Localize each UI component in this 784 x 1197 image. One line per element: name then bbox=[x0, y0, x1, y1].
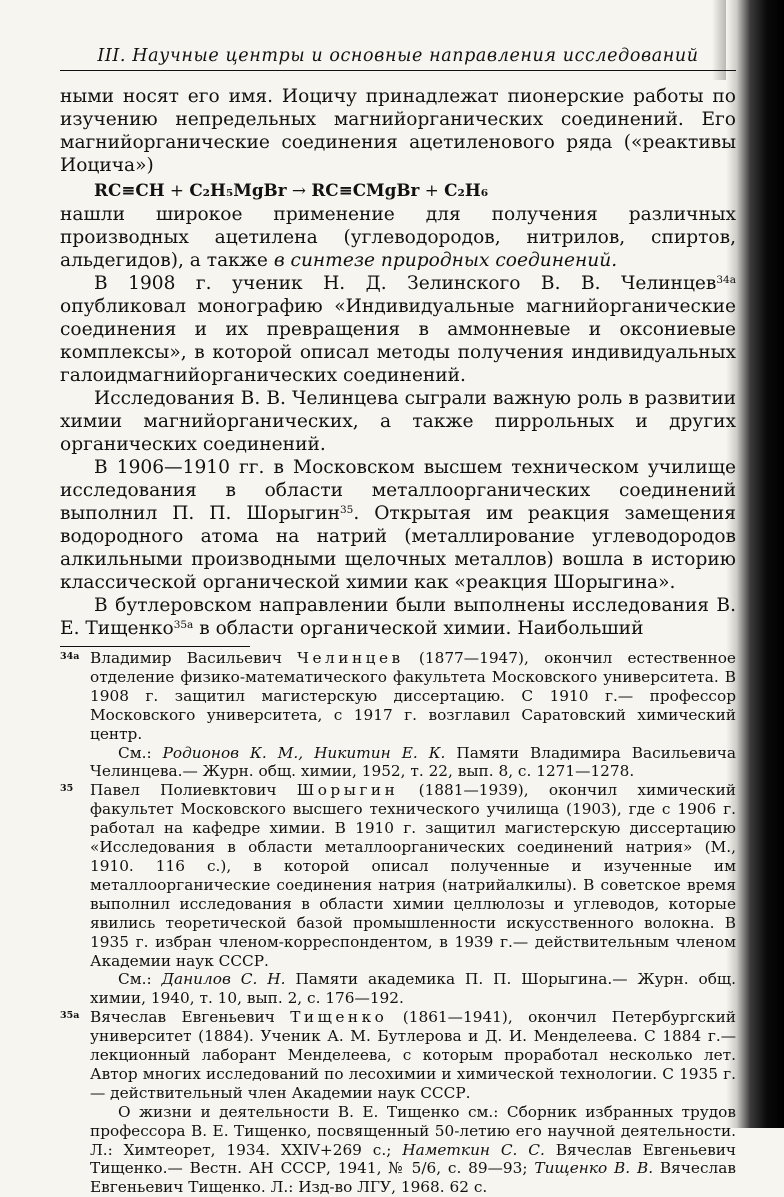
paragraph-5-text-b: . Открытая им реакция замещения водородного атома на натрий (металлирование углеводородов алкильными производными щелочных металлов) вошла в историю классической органической химии как «реакция Шорыгина». bbox=[60, 503, 736, 593]
footnote-text: (1877—1947), окончил естественное отделение физико-математического факультета Московского университета. В 1908 г. защитил магистерскую диссертацию. С 1910 г.— профессор Московского университета, с 1917 г. возглавил Саратовский химический центр. bbox=[90, 649, 736, 743]
paragraph-4: Исследования В. В. Челинцева сыграли важную роль в развитии химии магнийорганических, а также пиррольных и других органических соединений. bbox=[60, 388, 736, 455]
footnote-reference bbox=[90, 970, 736, 1008]
paragraph-2-text: нашли широкое применение для получения различных производных ацетилена (углеводородов, нитрилов, спиртов, альдегидов), а также bbox=[60, 204, 736, 271]
footnote-divider bbox=[60, 646, 250, 647]
formula-plus: + bbox=[169, 180, 184, 200]
book-page bbox=[60, 46, 736, 1197]
formula-product-2: C₂H₆ bbox=[444, 180, 489, 200]
main-text bbox=[60, 85, 736, 640]
footnote-text: (1881—1939), окончил химический факультет Московского высшего технического училища (1903), где с 1906 г. работал на кафедре химии. В 1910 г. защитил магистерскую диссертацию «Исследования в области металлоорганических соединений натрия» (М., 1910. 116 с.), в которой описал полученные и изученные им металлоорганические соединения натрия (натрийалкилы). В советское время выполнил исследования в области химии целлюлозы и углеводов, которые явились теоретической базой промышленности искусственного волокна. В 1935 г. избран членом-корреспондентом, в 1939 г.— действительным членом Академии наук СССР. bbox=[90, 781, 736, 970]
paragraph-3 bbox=[60, 272, 736, 387]
paragraph-6-text-b: в области органической химии. Наибольший bbox=[193, 618, 644, 639]
footnote-text: (1861—1941), окончил Петербургский университет (1884). Ученик А. М. Бутлерова и Д. И. Менделеева. С 1884 г.— лекционный лаборант Менделеева, с которым проработал несколько лет. Автор многих исследований по лесохимии и химической технологии. С 1935 г.— действительный член Академии наук СССР. bbox=[90, 1008, 736, 1102]
footnote-source: Памяти Владимира Васильевича Челинцева.— Журн. общ. химии, 1952, т. 22, вып. 8, с. 1271—1278. bbox=[90, 743, 737, 781]
paragraph-2-italic: в синтезе природных соединений. bbox=[273, 250, 618, 271]
footnotes bbox=[60, 649, 736, 1197]
paragraph-5-text-a: В 1906—1910 гг. в Московском высшем техническом училище исследования в области металлоорганических соединений выполнил П. П. Шорыгин bbox=[60, 457, 736, 524]
formula-reactant-1: RC≡CH bbox=[94, 180, 165, 200]
paragraph-6 bbox=[60, 594, 736, 640]
footnote-name: Владимир Васильевич bbox=[90, 649, 298, 667]
running-header: III. Научные центры и основные направления исследований bbox=[60, 46, 736, 71]
footnote-35 bbox=[60, 781, 736, 1008]
footnote-source-a: О жизни и деятельности В. Е. Тищенко см.: Сборник избранных трудов профессора В. Е. Тищенко, посвященный 50-летию его научной деятельности. Л.: Химтеорет, 1934. XXIV+269 с.; bbox=[90, 1102, 736, 1159]
paragraph-3-text-a: В 1908 г. ученик Н. Д. Зелинского В. В. Челинцев bbox=[94, 273, 717, 294]
reaction-formula bbox=[60, 177, 736, 203]
footnote-mark: 35 bbox=[60, 783, 74, 795]
formula-plus-2: + bbox=[424, 180, 439, 200]
footnote-name: Павел Полиевктович bbox=[90, 781, 297, 800]
footnote-35a bbox=[60, 1008, 736, 1197]
paragraph-5 bbox=[60, 456, 736, 594]
footnote-mark: 34а bbox=[60, 651, 80, 662]
footnote-mark: 35а bbox=[60, 1010, 80, 1022]
footnote-author-2: Тищенко В. В. bbox=[534, 1159, 654, 1178]
formula-reactant-2: C₂H₅MgBr bbox=[189, 180, 287, 200]
formula-arrow: → bbox=[291, 180, 306, 200]
footnote-author-1: Наметкин С. С. bbox=[402, 1140, 545, 1159]
footnote-surname: Шорыгин bbox=[296, 781, 399, 800]
formula-product-1: RC≡CMgBr bbox=[311, 180, 420, 200]
footnote-see-label: См.: bbox=[118, 743, 163, 762]
footnote-authors: Родионов К. М., Никитин Е. К. bbox=[162, 743, 446, 762]
footnote-source: Памяти академика П. П. Шорыгина.— Журн. общ. химии, 1940, т. 10, вып. 2, с. 176—192. bbox=[90, 970, 736, 1008]
footnote-34a bbox=[60, 649, 736, 781]
footnote-source-c: Вячеслав Евгеньевич Тищенко. Л.: Изд-во ЛГУ, 1968. 62 с. bbox=[90, 1159, 736, 1197]
footnote-source-b: Вячеслав Евгеньевич Тищенко.— Вестн. АН СССР, 1941, № 5/6, с. 89—93; bbox=[90, 1140, 736, 1178]
footnote-reference bbox=[90, 744, 736, 782]
paragraph-3-text-b: опубликовал монографию «Индивидуальные магнийорганические соединения и их превращения в аммонневые и оксониевые комплексы», в которой описал методы получения индивидуальных галоидмагнийорганических соединений. bbox=[60, 296, 736, 386]
paragraph-6-text-a: В бутлеровском направлении были выполнены исследования В. Е. Тищенко bbox=[60, 595, 736, 639]
footnote-reference bbox=[90, 1103, 736, 1197]
footnote-see-label: См.: bbox=[118, 970, 162, 989]
footnote-ref-35: 35 bbox=[339, 504, 354, 516]
footnote-surname: Челинцев bbox=[297, 649, 404, 667]
footnote-name: Вячеслав Евгеньевич bbox=[90, 1008, 291, 1027]
footnote-authors: Данилов С. Н. bbox=[161, 970, 286, 989]
footnote-surname: Тищенко bbox=[290, 1008, 388, 1027]
paragraph-2 bbox=[60, 203, 736, 272]
footnote-ref-35a: 35а bbox=[173, 619, 194, 631]
paragraph-continuation: ными носят его имя. Иоцичу принадлежат пионерские работы по изучению непредельных магнийорганических соединений. Его магнийорганические соединения ацетиленового ряда («реактивы Иоцича») bbox=[60, 86, 736, 176]
footnote-ref-34a: 34а bbox=[716, 274, 736, 286]
